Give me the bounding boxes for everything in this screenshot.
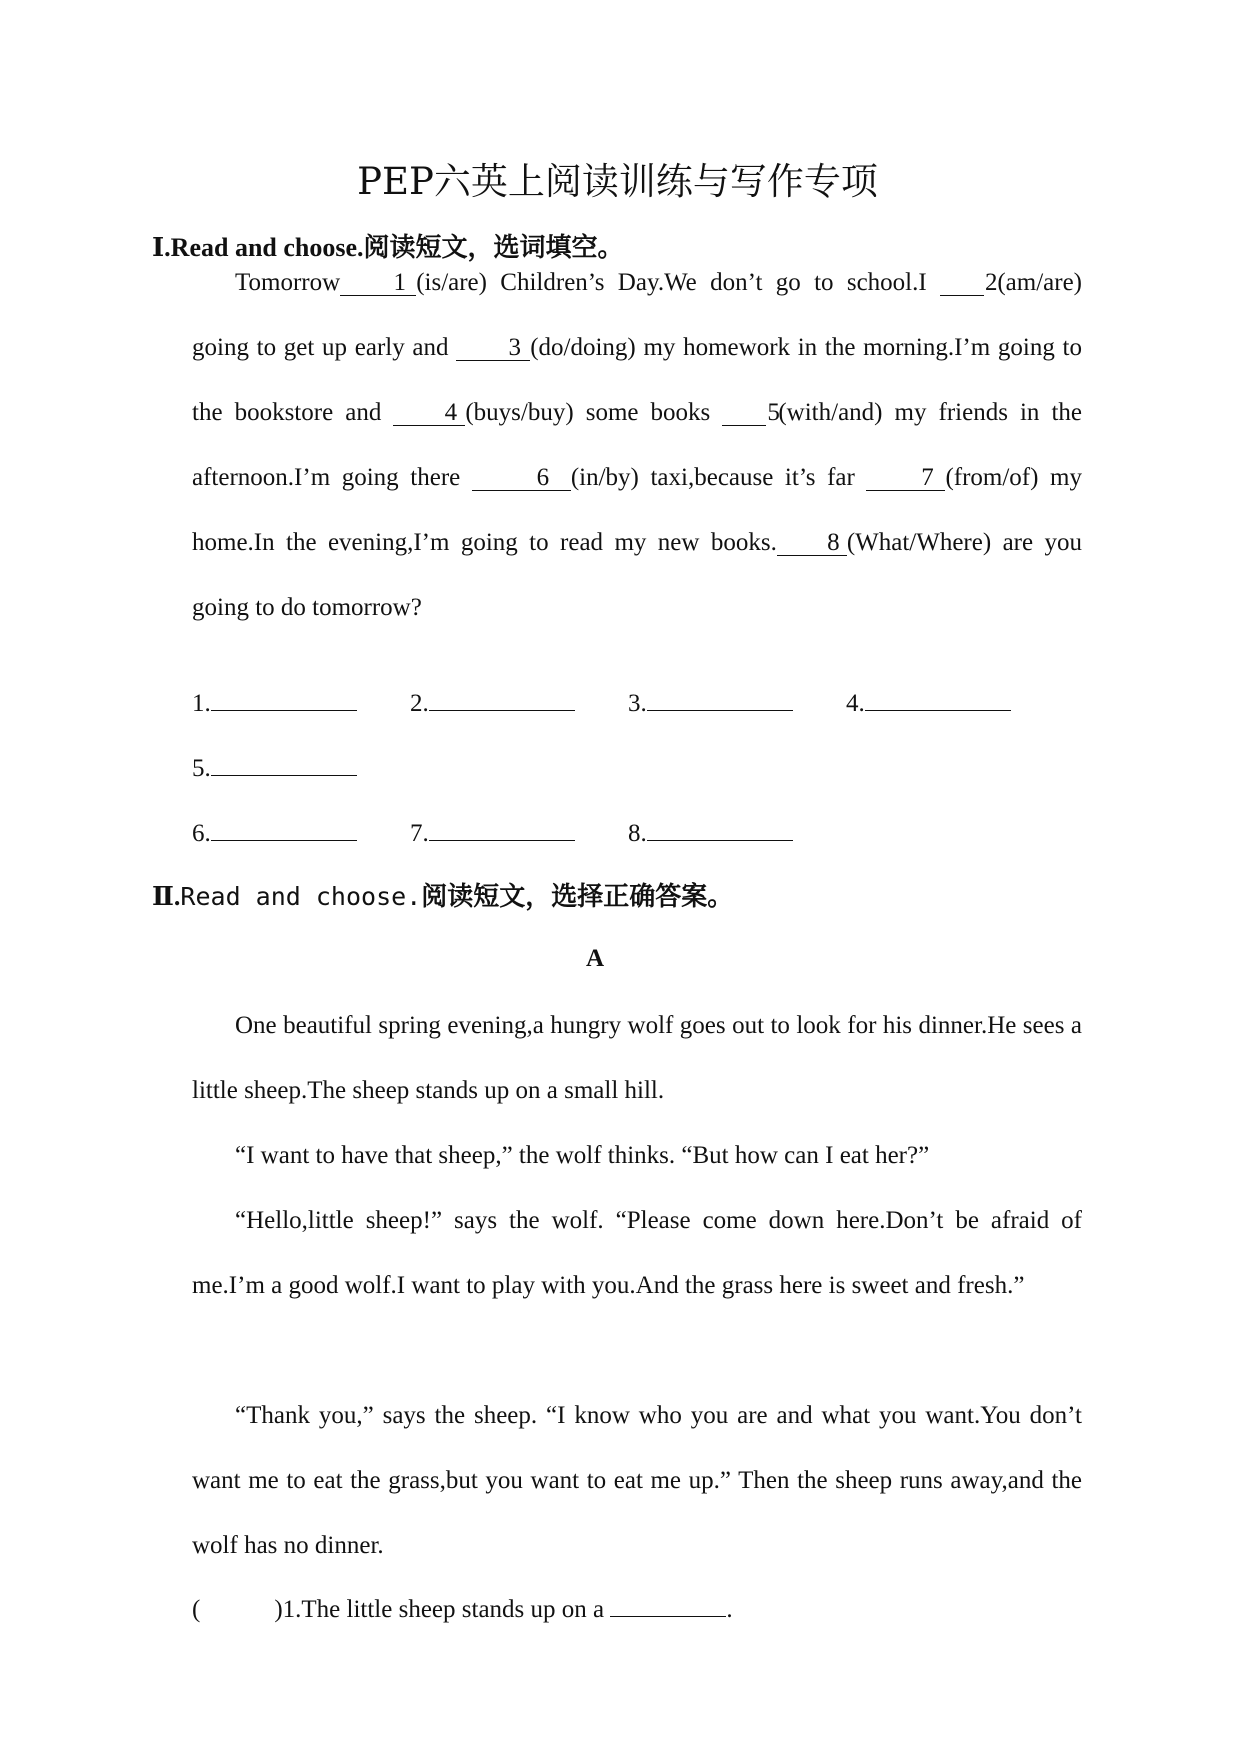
blank-2: 2: [940, 271, 984, 296]
answer-1[interactable]: 1.: [192, 684, 357, 724]
blank-3: 3: [456, 336, 530, 361]
blank-4: 4: [393, 401, 465, 426]
question-1: ( )1.The little sheep stands up on a .: [192, 1596, 733, 1623]
answer-8[interactable]: 8.: [628, 814, 793, 854]
answer-3[interactable]: 3.: [628, 684, 793, 724]
blank-8: 8: [777, 531, 847, 556]
page-title: PEP六英上阅读训练与写作专项: [357, 160, 878, 203]
passage-text: (What/Where) are you going to do tomorrow?: [192, 529, 1082, 621]
section1-passage: [192, 250, 1082, 640]
story-paragraph: “Hello,little sheep!” says the wolf. “Please come down here.Don’t be afraid of me.I’m a good wolf.I want to play with you.And the grass here is sweet and fresh.”: [192, 1207, 1082, 1299]
answer-6[interactable]: 6.: [192, 814, 357, 854]
passage-text: (is/are) Children’s Day.We don’t go to school.I: [416, 269, 941, 296]
answer-4[interactable]: 4.: [846, 684, 1011, 724]
passage-text: Tomorrow: [235, 269, 341, 296]
story-paragraph: “Thank you,” says the sheep. “I know who you are and what you want.You don’t want me to eat the grass,but you want to eat me up.” Then the sheep runs away,and the wolf has no dinner.: [192, 1402, 1082, 1559]
answer-5[interactable]: 5.: [192, 749, 357, 789]
passage-text: (from/of) my home.In the evening,I’m going to read my new books.: [192, 464, 1082, 556]
passage-text: (am/are) going to get up early and: [192, 269, 1082, 361]
blank-5: 5: [722, 401, 766, 426]
section1-heading: Ⅰ.Read and choose.阅读短文，选词填空。: [152, 233, 624, 262]
passage-text: (do/doing) my homework in the morning.I’m going to the bookstore and: [192, 334, 1082, 426]
part-label: A: [585, 945, 605, 972]
passage-text: (with/and) my friends in the afternoon.I’m going there: [192, 399, 1083, 491]
section2-heading: Ⅱ.Read and choose.阅读短文，选择正确答案。: [152, 882, 734, 911]
blank-6: 6: [472, 466, 571, 491]
story-paragraph: One beautiful spring evening,a hungry wolf goes out to look for his dinner.He sees a little sheep.The sheep stands up on a small hill.: [192, 1012, 1082, 1104]
answer-7[interactable]: 7.: [410, 814, 575, 854]
question-1-blank[interactable]: [610, 1594, 726, 1617]
blank-1: 1: [340, 271, 416, 296]
blank-7: 7: [866, 466, 945, 491]
story-paragraph: “I want to have that sheep,” the wolf thinks. “But how can I eat her?”: [235, 1142, 930, 1169]
answer-2[interactable]: 2.: [410, 684, 575, 724]
passage-text: (buys/buy) some books: [465, 399, 723, 426]
passage-text: (in/by) taxi,because it’s far: [570, 464, 867, 491]
